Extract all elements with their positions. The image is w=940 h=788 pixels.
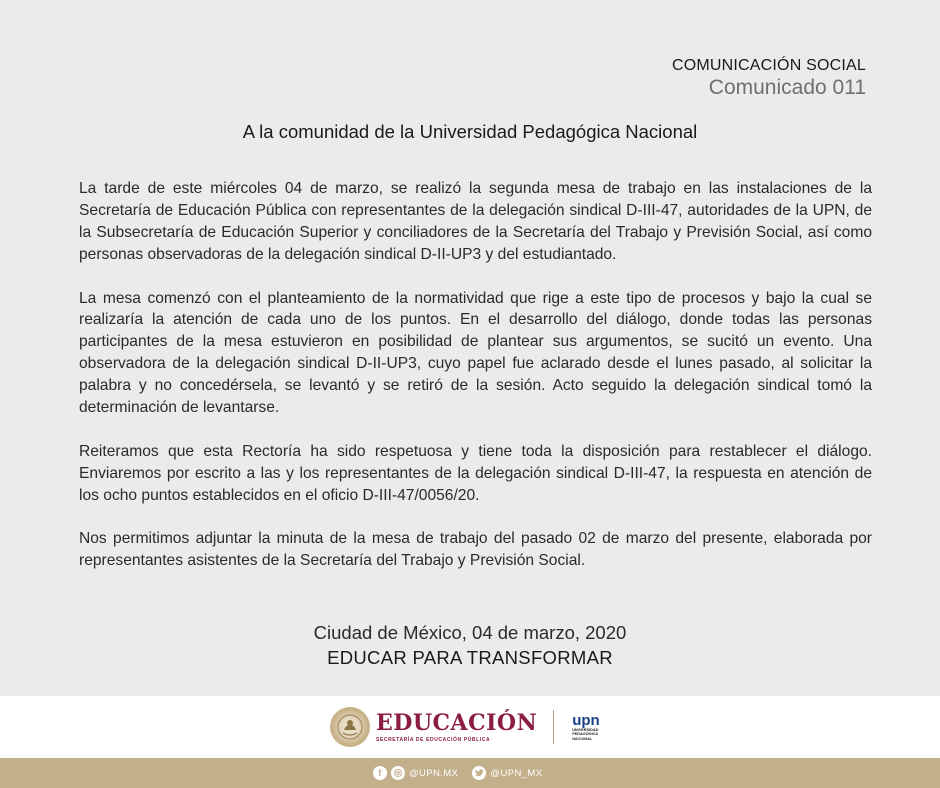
paragraph: Reiteramos que esta Rectoría ha sido respetuosa y tiene toda la disposición para restablecer el diálogo. Enviaremos por escrito a las y los representantes de la delegación sindical D-III-47, la respuesta en atención de los ocho puntos establecidos en el oficio D-III-47/0056/20. [79,442,872,504]
upn-logo-line: UNIVERSIDAD [572,727,599,732]
addressee-heading: A la comunidad de la Universidad Pedagógica Nacional [242,121,698,142]
education-logo [376,711,537,743]
paragraph: La mesa comenzó con el planteamiento de la normatividad que rige a este tipo de procesos y bajo la cual se realizaría la atención de cada uno de los puntos. En el desarrollo del diálogo, donde todas las personas participantes de la mesa estuvieron en posibilidad de plantear sus argumentos, se sucitó un evento. Una observadora de la delegación sindical D-II-UP3, cuyo papel fue aclarado desde el lunes pasado, al solicitar la palabra y no concedérsela, se levantó y se retiró de la sesión. Acto seguido la delegación sindical tomó la determinación de levantarse. [79,289,872,417]
paragraph: La tarde de este miércoles 04 de marzo, se realizó la segunda mesa de trabajo en las instalaciones de la Secretaría de Educación Pública con representantes de la delegación sindical D-III-47, autoridades de la UPN, de la Subsecretaría de Educación Superior y conciliadores de la Secretaría del Trabajo y Previsión Social, así como personas observadoras de la delegación sindical D-II-UP3 y del estudiantado. [79,180,872,263]
upn-logo-line: PEDAGÓGICA [572,732,599,737]
upn-logo-mark: upn [572,711,600,729]
facebook-icon[interactable]: f [373,766,387,780]
body-text [79,178,872,594]
facebook-instagram-handle[interactable]: @UPN.MX [409,767,459,779]
education-logo-name: EDUCACIÓN [376,710,538,736]
paragraph: Nos permitimos adjuntar la minuta de la mesa de trabajo del pasado 02 de marzo del presente, elaborada por representantes asistentes de la Secretaría del Trabajo y Previsión Social. [79,530,872,570]
logo-divider [553,710,554,744]
logo-row [330,705,600,749]
upn-logo [572,713,600,742]
education-logo-subtitle: SECRETARÍA DE EDUCACIÓN PÚBLICA [376,737,491,743]
communique-header [672,57,866,100]
logo-band [0,696,940,758]
place-date: Ciudad de México, 04 de marzo, 2020 [313,622,627,643]
communique-number: Comunicado 011 [708,76,866,99]
department-label: COMUNICACIÓN SOCIAL [671,57,866,74]
twitter-icon[interactable] [472,766,486,780]
upn-logo-line: NACIONAL [572,736,593,741]
social-links [373,766,556,780]
motto: EDUCAR PARA TRANSFORMAR [327,647,613,668]
national-seal-icon [330,707,370,747]
closing [0,622,940,669]
footer [0,758,940,788]
instagram-icon[interactable] [391,766,405,780]
twitter-handle[interactable]: @UPN_MX [490,767,543,779]
